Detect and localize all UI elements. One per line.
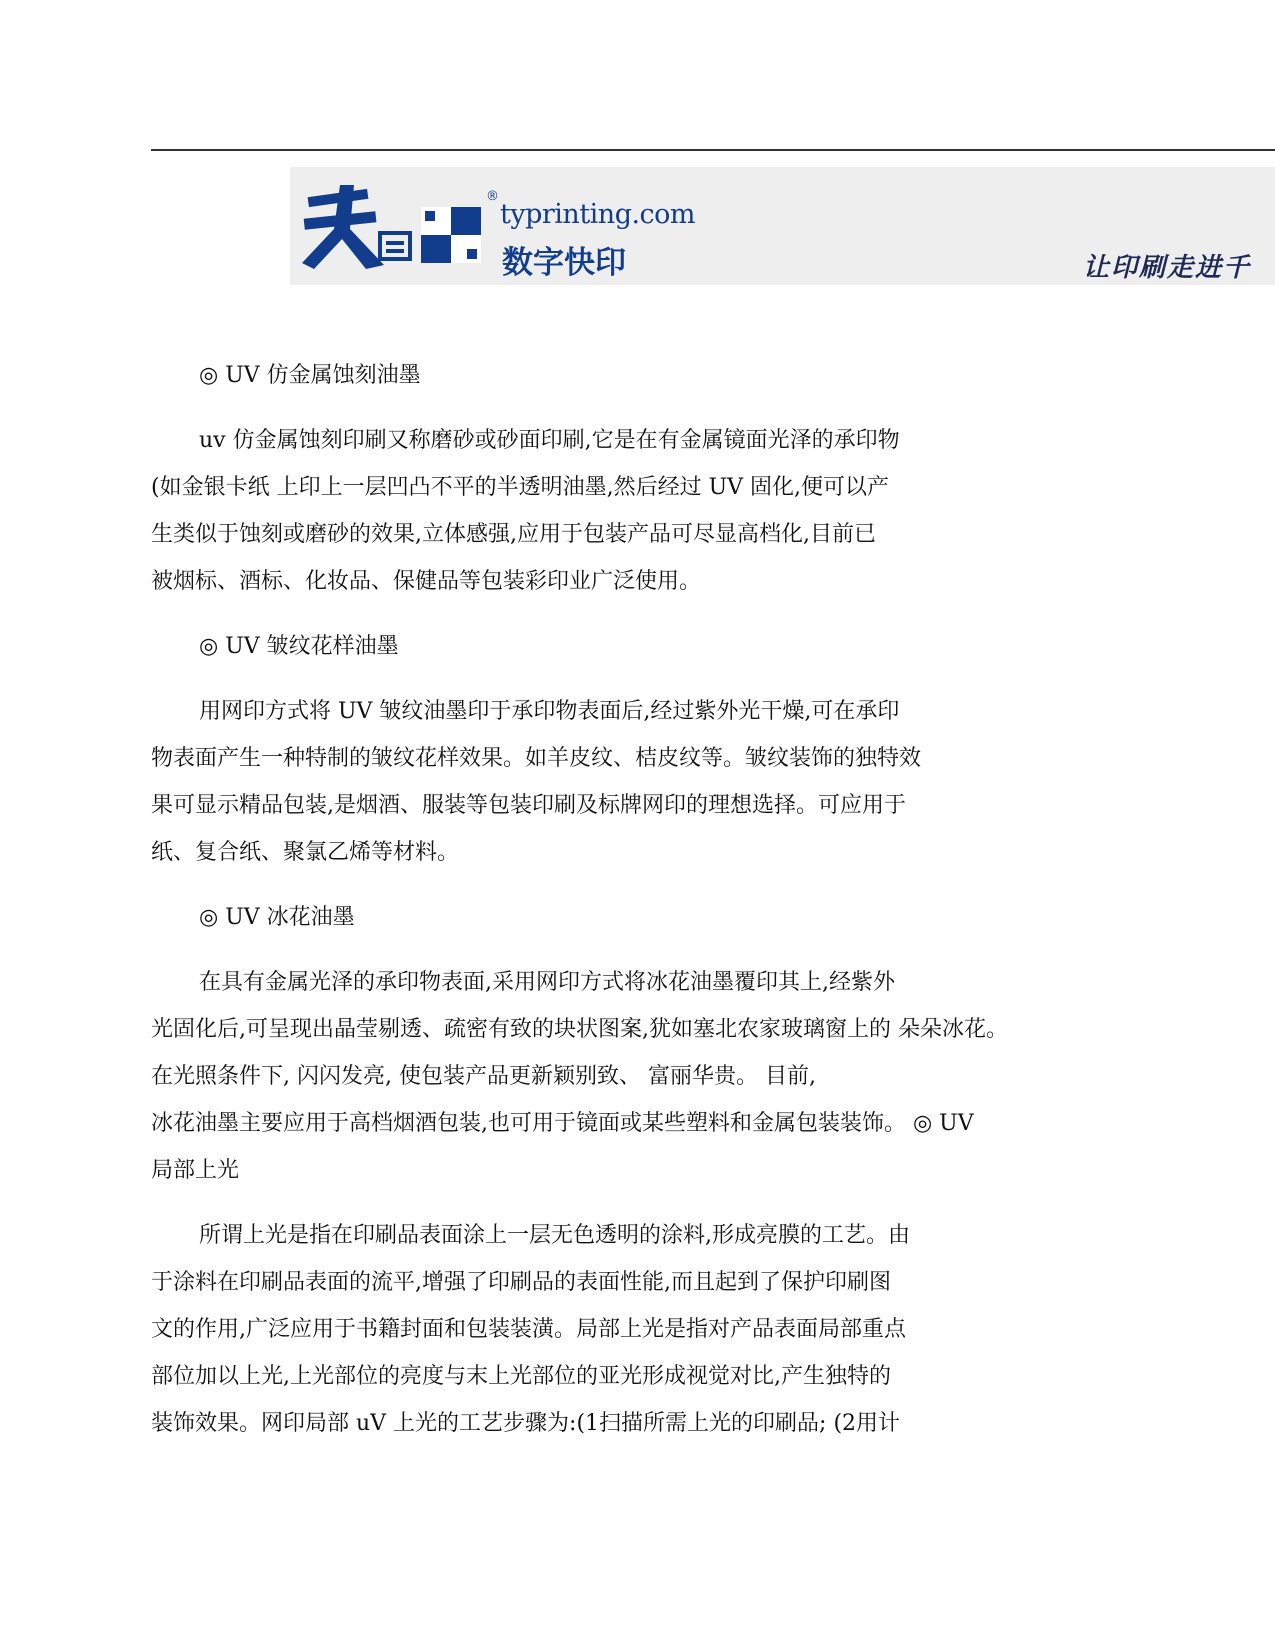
paragraph [151,417,1111,605]
paragraph-line: 光固化后,可呈现出晶莹剔透、疏密有致的块状图案,犹如塞北农家玻璃窗上的 朵朵冰花。 [151,1017,1008,1042]
paragraph-line: 用网印方式将 UV 皱纹油墨印于承印物表面后,经过紫外光干燥,可在承印 [199,699,900,724]
banner-slogan: 让印刷走进千 [1083,253,1252,283]
paragraph-line: 在光照条件下, 闪闪发亮, 使包装产品更新颖别致、 富丽华贵。 目前, [151,1064,816,1089]
paragraph-line: 在具有金属光泽的承印物表面,采用网印方式将冰花油墨覆印其上,经紫外 [199,970,895,995]
paragraph-line: 所谓上光是指在印刷品表面涂上一层无色透明的涂料,形成亮膜的工艺。由 [199,1223,910,1248]
paragraph-line: 部位加以上光,上光部位的亮度与末上光部位的亚光形成视觉对比,产生独特的 [151,1364,891,1389]
paragraph-line: 冰花油墨主要应用于高档烟酒包装,也可用于镜面或某些塑料和金属包装装饰。 ◎ UV [151,1111,974,1136]
checker-logo-icon [421,207,481,263]
paragraph-line: 局部上光 [151,1158,240,1183]
header-banner [290,167,1275,285]
registered-mark: ® [486,189,499,204]
paragraph [151,688,1111,876]
paragraph-line: 纸、复合纸、聚氯乙烯等材料。 [151,840,460,865]
paragraph-line: 物表面产生一种特制的皱纹花样效果。如羊皮纹、桔皮纹等。皱纹装饰的独特效 [151,746,922,771]
section-heading: ◎ UV 仿金属蚀刻油墨 [199,363,421,388]
section-heading: ◎ UV 皱纹花样油墨 [199,634,399,659]
paragraph-line: 文的作用,广泛应用于书籍封面和包装装潢。局部上光是指对产品表面局部重点 [151,1317,906,1342]
paragraph [151,1212,1111,1447]
logo-domain: typrinting.com [500,199,696,230]
tianyi-logo-icon [300,181,420,271]
paragraph-line: uv 仿金属蚀刻印刷又称磨砂或砂面印刷,它是在有金属镜面光泽的承印物 [199,428,900,453]
paragraph-line: (如金银卡纸 上印上一层凹凸不平的半透明油墨,然后经过 UV 固化,便可以产 [151,475,889,500]
paragraph-line: 被烟标、酒标、化妆品、保健品等包装彩印业广泛使用。 [151,569,702,594]
logo-brand: 数字快印 [502,245,626,281]
paragraph [151,959,1111,1194]
paragraph-line: 装饰效果。网印局部 uV 上光的工艺步骤为:(1扫描所需上光的印刷品; (2用计 [151,1411,901,1436]
paragraph-line: 生类似于蚀刻或磨砂的效果,立体感强,应用于包装产品可尽显高档化,目前已 [151,522,876,547]
paragraph-line: 于涂料在印刷品表面的流平,增强了印刷品的表面性能,而且起到了保护印刷图 [151,1270,891,1295]
section-heading: ◎ UV 冰花油墨 [199,905,355,930]
article-body [151,352,1111,1465]
paragraph-line: 果可显示精品包装,是烟酒、服装等包装印刷及标牌网印的理想选择。可应用于 [151,793,906,818]
header-rule [151,149,1275,151]
